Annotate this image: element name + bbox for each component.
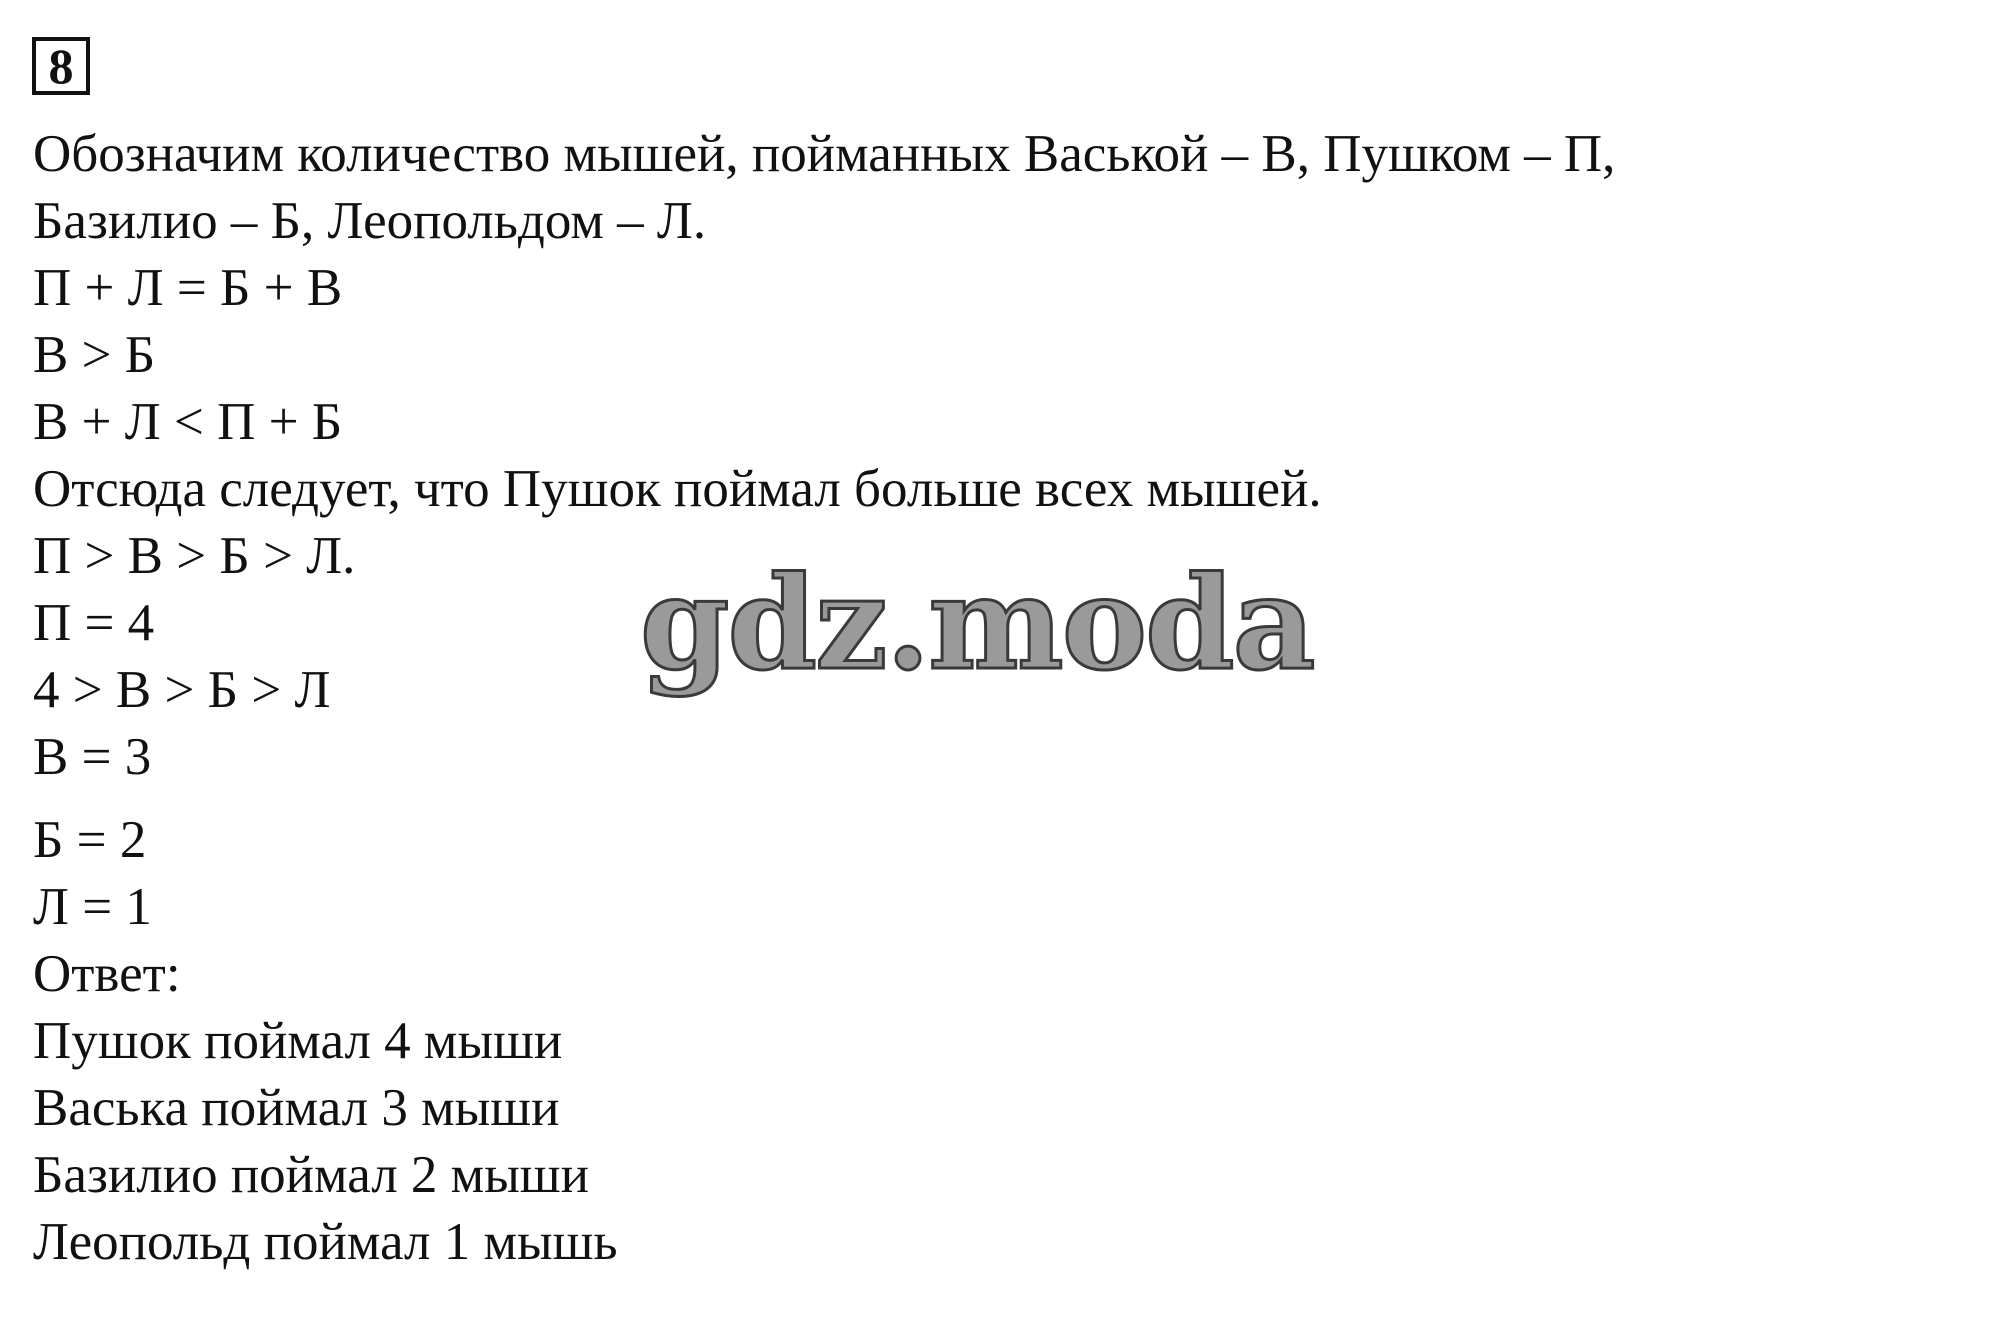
value-line: Л = 1 (33, 878, 152, 936)
answer-line: Базилио поймал 2 мыши (33, 1146, 589, 1204)
answer-line: Васька поймал 3 мыши (33, 1079, 560, 1137)
ordering-line: П > В > Б > Л. (33, 527, 356, 585)
answer-line: Леопольд поймал 1 мышь (33, 1213, 618, 1271)
equation-line: П + Л = Б + В (33, 259, 343, 317)
inequality-line: В + Л < П + Б (33, 393, 343, 451)
value-line: Б = 2 (33, 811, 147, 869)
conclusion-line: Отсюда следует, что Пушок поймал больше всех мышей. (33, 460, 1322, 518)
task-number-box (32, 37, 90, 95)
inequality-line: В > Б (33, 326, 156, 384)
value-line: П = 4 (33, 594, 155, 652)
text-line-intro-1: Обозначим количество мышей, пойманных Васькой – В, Пушком – П, (33, 125, 1616, 183)
ordering-line: 4 > В > Б > Л (33, 661, 331, 719)
value-line: В = 3 (33, 728, 152, 786)
text-line-intro-2: Базилио – Б, Леопольдом – Л. (33, 192, 707, 250)
watermark: gdz.moda (640, 549, 1314, 699)
answer-heading: Ответ: (33, 945, 181, 1003)
task-number: 8 (48, 38, 74, 94)
answer-line: Пушок поймал 4 мыши (33, 1012, 563, 1070)
